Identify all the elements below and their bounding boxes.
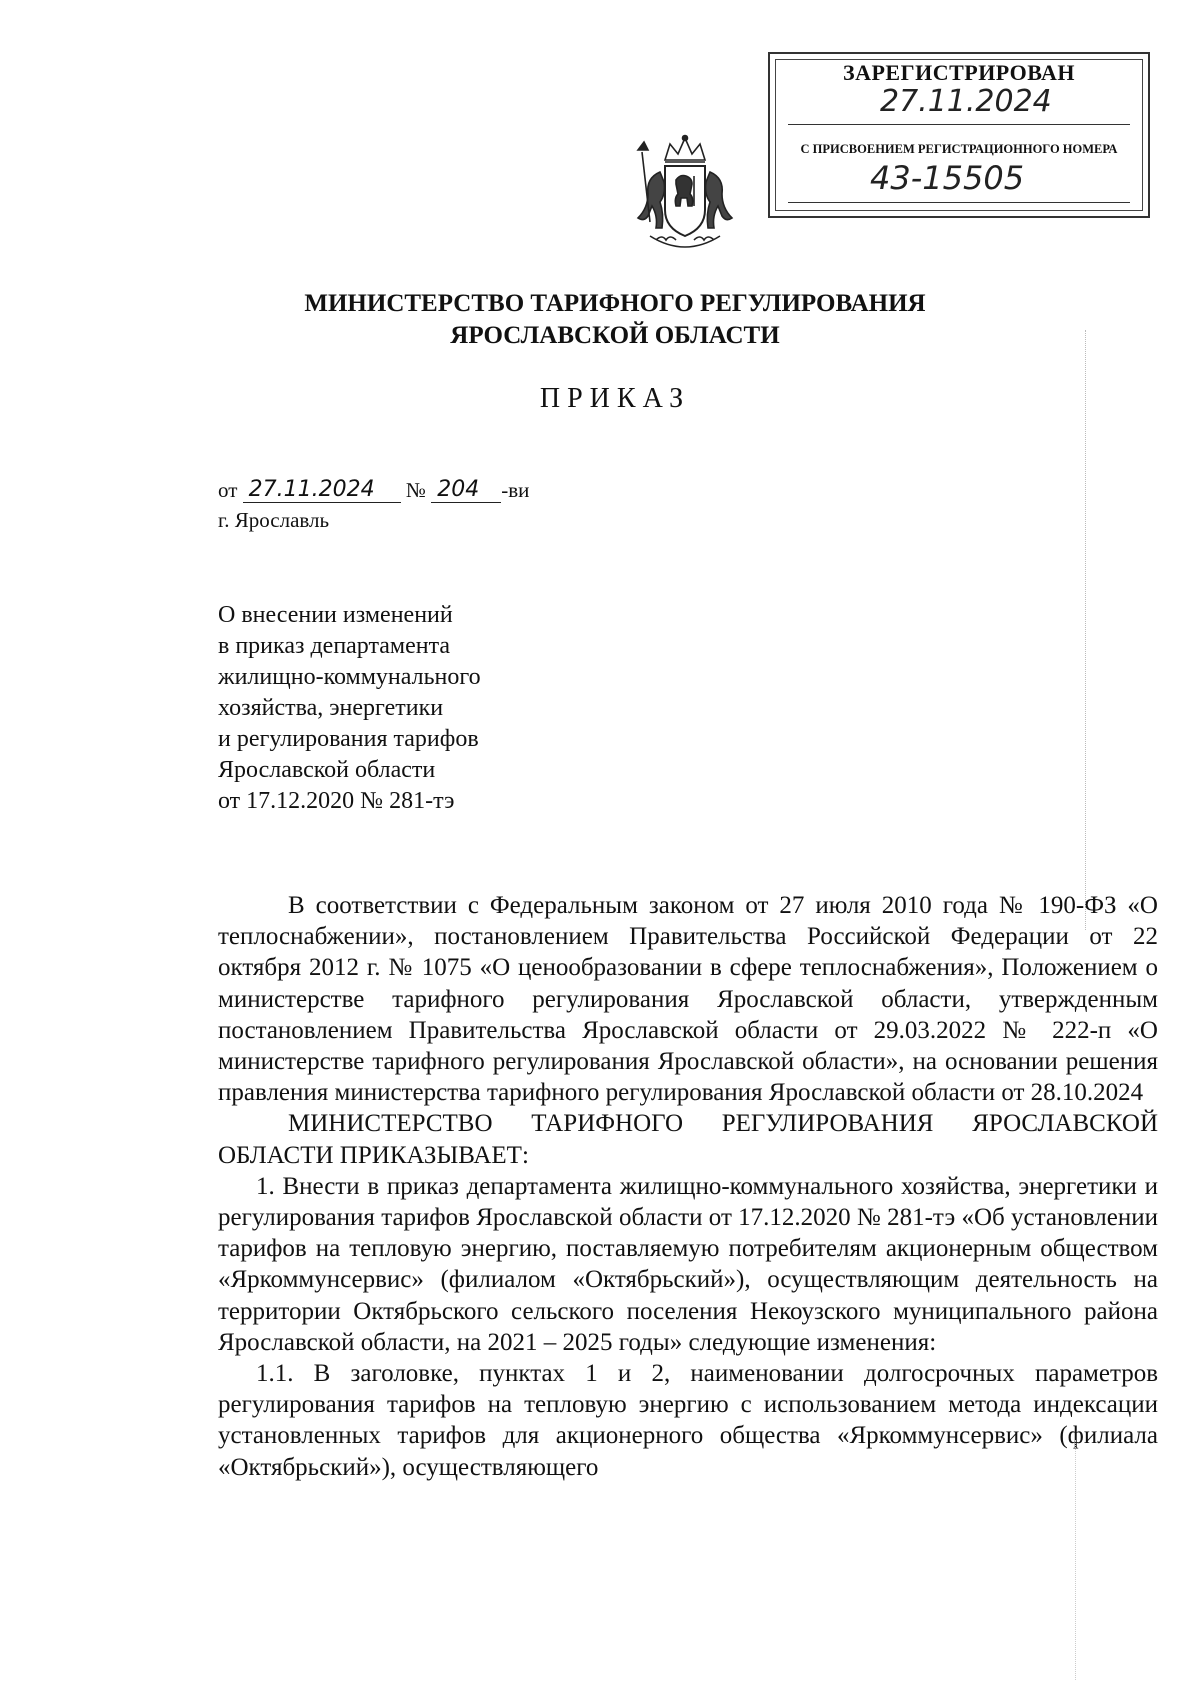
order-number-suffix: -ви bbox=[501, 478, 530, 502]
stamp-number-line bbox=[788, 202, 1130, 203]
order-body bbox=[218, 890, 1158, 1483]
from-label: от bbox=[218, 478, 238, 502]
stamp-handwritten-number: 43-15505 bbox=[870, 159, 1025, 197]
order-date-field bbox=[243, 477, 401, 503]
ministry-heading bbox=[0, 288, 1200, 352]
scan-artifact-line bbox=[1085, 330, 1087, 930]
ministry-heading-line1: МИНИСТЕРСТВО ТАРИФНОГО РЕГУЛИРОВАНИЯ bbox=[304, 290, 926, 317]
document-type: ПРИКАЗ bbox=[539, 383, 691, 414]
registration-stamp bbox=[768, 52, 1150, 218]
scan-artifact-line bbox=[1075, 1440, 1077, 1680]
order-number-field bbox=[431, 477, 501, 503]
order-date-handwritten: 27.11.2024 bbox=[248, 477, 375, 502]
item-1-1-paragraph: 1.1. В заголовке, пунктах 1 и 2, наименовании долгосрочных параметров регулирования тарифов на тепловую энергию с использованием метода индексации установленных тарифов для акционерного общества «Яркоммунсервис» (филиала «Октябрьский»), осуществляющего bbox=[218, 1360, 1158, 1481]
stamp-subtitle: С ПРИСВОЕНИЕМ РЕГИСТРАЦИОННОГО НОМЕРА bbox=[800, 142, 1118, 156]
coat-of-arms-emblem bbox=[620, 132, 750, 262]
number-label: № bbox=[405, 478, 426, 502]
item-1-paragraph: 1. Внести в приказ департамента жилищно-коммунального хозяйства, энергетики и регулирования тарифов Ярославской области от 17.12.2020 № 281-тэ «Об установлении тарифов на тепловую энергию, поставляемую потребителям акционерным обществом «Яркоммунсервис» (филиалом «Октябрьский»), осуществляющим деятельность на территории Октябрьского сельского поселения Некоузского муниципального района Ярославской области, на 2021 – 2025 годы» следующие изменения: bbox=[218, 1172, 1158, 1356]
order-date-number-line bbox=[218, 478, 529, 503]
preamble-paragraph: В соответствии с Федеральным законом от 27 июля 2010 года № 190-ФЗ «О теплоснабжении», постановлением Правительства Российской Федерации от 22 октября 2012 г. № 1075 «О ценообразовании в сфере теплоснабжения», Положением о министерстве тарифного регулирования Ярославской области, утвержденным постановлением Правительства Ярославской области от 29.03.2022 № 222-п «О министерстве тарифного регулирования Ярославской области», на основании решения правления министерства тарифного регулирования Ярославской области от 28.10.2024 bbox=[218, 892, 1158, 1107]
city-label: г. Ярославль bbox=[218, 508, 330, 532]
order-number-handwritten: 204 bbox=[437, 477, 480, 502]
stamp-date-line bbox=[788, 124, 1130, 125]
stamp-title: ЗАРЕГИСТРИРОВАН bbox=[842, 60, 1076, 85]
ministry-heading-line2: ЯРОСЛАВСКОЙ ОБЛАСТИ bbox=[450, 322, 780, 349]
stamp-handwritten-date: 27.11.2024 bbox=[880, 84, 1052, 119]
decree-paragraph: МИНИСТЕРСТВО ТАРИФНОГО РЕГУЛИРОВАНИЯ ЯРОСЛАВСКОЙ ОБЛАСТИ ПРИКАЗЫВАЕТ: bbox=[218, 1110, 1158, 1169]
order-subject: О внесении изменений в приказ департамента жилищно-коммунального хозяйства, энергетики и регулирования тарифов Ярославской области от 17.12.2020 № 281-тэ bbox=[218, 602, 481, 814]
